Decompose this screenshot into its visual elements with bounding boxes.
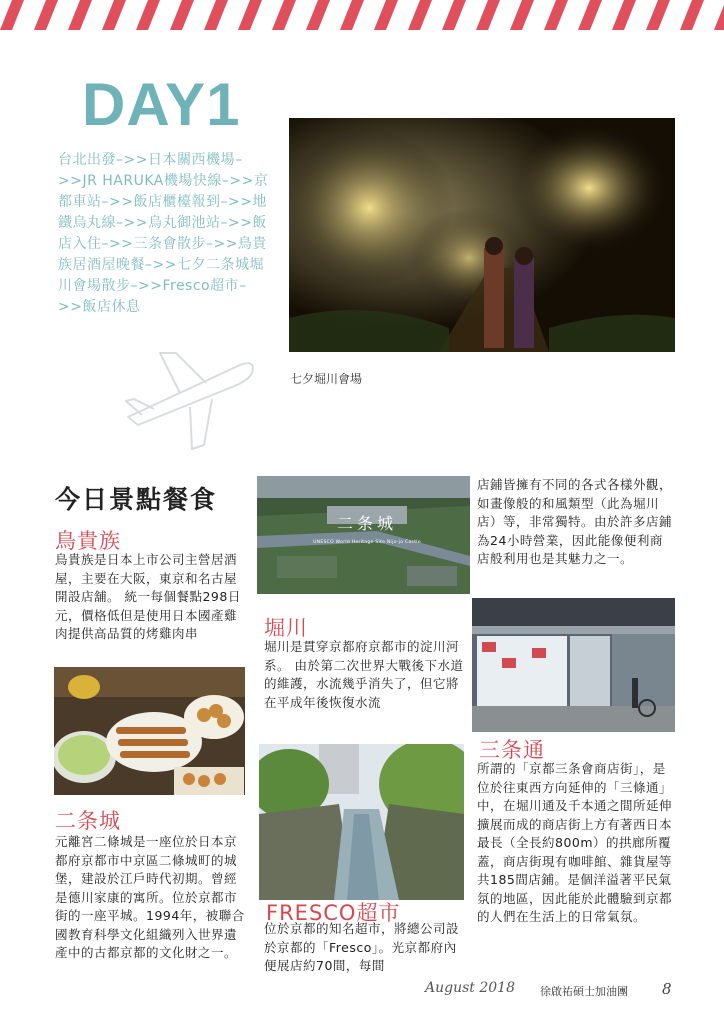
hero-photo-tanabata: [289, 118, 675, 352]
torikizoku-food-photo: [54, 667, 245, 795]
nijo-title: 二条城: [55, 809, 121, 833]
sanjo-title: 三条通: [479, 738, 545, 762]
torikizoku-body: 鳥貴族是日本上市公司主營居酒屋，主要在大阪，東京和名古屋開設店舖。 統一每個餐點298日元，價格低但是使用日本國產雞肉提供高品質的烤雞肉串: [55, 552, 241, 641]
horikawa-title: 堀川: [264, 616, 308, 640]
fresco-store-photo: [472, 598, 675, 732]
footer-date: August 2018: [425, 980, 515, 996]
airplane-icon: [120, 345, 260, 459]
horikawa-body: 堀川是貫穿京都府京都市的淀川河系。 由於第二次世界大戰後下水道的維護，水流幾乎消失了，但它將在平成年後恢復水流: [264, 639, 464, 710]
top-stripe-border: [0, 0, 724, 30]
footer-page-number: 8: [662, 980, 672, 998]
nijo-castle-photo: [257, 476, 470, 594]
day-title: DAY1: [82, 71, 241, 138]
nijo-body: 元離宮二條城是一座位於日本京都府京都市中京區二條城町的城堡，建設於江戶時代初期。曾經是德川家康的寓所。位於京都市街的一座平城。1994年，被聯合國教育科學文化組織列入世界遺產中的古都京都的文化財之一。: [55, 834, 245, 960]
itinerary-route: 台北出發–>>日本關西機場–>>JR HARUKA機場快線–>>京都車站–>>飯店櫃檯報到–>>地鐵烏丸線–>>烏丸御池站–>>飯店入住–>>三条會散步–>>鳥貴族居酒屋晚餐–>>七夕二条城堀川會場散步–>>Fresco超市–>>飯店休息: [58, 152, 269, 315]
stripe-pattern: [0, 0, 724, 30]
torikizoku-title: 鳥貴族: [55, 529, 121, 553]
nijo-photo-title: 二条城: [336, 514, 397, 533]
fresco-body-continued: 店鋪皆擁有不同的各式各樣外觀，如畫像般的和風類型（此為堀川店）等，非常獨特。由於許多店鋪為24小時營業，因此能像便利商店般利用也是其魅力之一。: [477, 477, 673, 566]
horikawa-canal-photo: [259, 744, 464, 900]
fresco-body: 位於京都的知名超市，將總公司設於京都的「Fresco」。光京都府內便展店約70間，每間: [264, 921, 460, 973]
fresco-title: FRESCO超市: [266, 901, 401, 925]
section-heading: 今日景點餐食: [55, 485, 218, 514]
footer-org: 徐啟祐碩士加油團: [540, 985, 628, 998]
sanjo-body: 所謂的「京都三条會商店街」，是位於往東西方向延伸的「三條通」中，在堀川通及千本通之間所延伸擴展而成的商店街上方有著西日本最長（全長約800m）的拱廊所覆蓋，商店街現有咖啡館、雜貨屋等共185間店鋪。是個洋溢著平民氣氛的地區，因此能於此體驗到京都的人們在生活上的日常氣氛。: [477, 761, 673, 924]
nijo-photo-subtitle: UNESCO World Heritage Site Nijo-jo Castle: [313, 540, 421, 545]
hero-photo-caption: 七夕堀川會場: [290, 372, 363, 386]
